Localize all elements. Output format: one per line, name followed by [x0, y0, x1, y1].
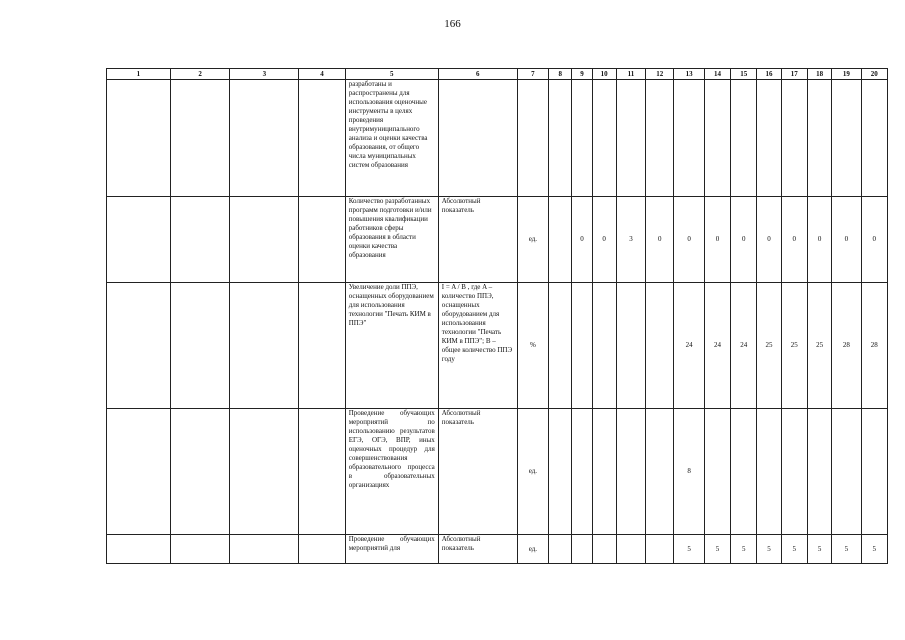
value-cell [572, 80, 592, 197]
method-cell: Абсолютный показатель [438, 535, 517, 564]
value-cell [781, 409, 807, 535]
indicator-cell: Количество разработанных программ подготовки и/или повышения квалификации работников сферы образования в области оценки качества образования [345, 197, 438, 283]
method-cell: Абсолютный показатель [438, 197, 517, 283]
table-cell [230, 535, 299, 564]
value-cell [807, 80, 831, 197]
value-cell: 0 [592, 197, 616, 283]
value-cell [807, 409, 831, 535]
value-cell: 0 [832, 197, 861, 283]
value-cell [731, 80, 757, 197]
table-cell [107, 409, 171, 535]
table-cell [170, 80, 230, 197]
table-cell [230, 197, 299, 283]
value-cell: 5 [757, 535, 781, 564]
value-cell [616, 283, 645, 409]
value-cell: 24 [731, 283, 757, 409]
value-cell [549, 535, 572, 564]
value-cell: 0 [807, 197, 831, 283]
value-cell [646, 80, 674, 197]
column-header: 20 [861, 69, 887, 80]
column-header: 11 [616, 69, 645, 80]
value-cell: 5 [832, 535, 861, 564]
value-cell: 3 [616, 197, 645, 283]
value-cell: 0 [861, 197, 887, 283]
value-cell [781, 80, 807, 197]
table-row [107, 197, 888, 283]
column-header: 10 [592, 69, 616, 80]
column-header: 15 [731, 69, 757, 80]
column-header: 2 [170, 69, 230, 80]
value-cell [592, 535, 616, 564]
value-cell: 5 [807, 535, 831, 564]
table-cell [170, 283, 230, 409]
value-cell: 8 [674, 409, 704, 535]
value-cell: 0 [674, 197, 704, 283]
unit-cell: ед. [517, 197, 548, 283]
value-cell [572, 409, 592, 535]
column-header: 5 [345, 69, 438, 80]
method-cell [438, 80, 517, 197]
indicator-cell: разработаны и распространены для использования оценочные инструменты в целях проведения внутримуниципального анализа и оценки качества образования, от общего числа муниципальных систем образования [345, 80, 438, 197]
unit-cell: % [517, 283, 548, 409]
value-cell [731, 409, 757, 535]
value-cell [592, 283, 616, 409]
value-cell: 0 [731, 197, 757, 283]
value-cell [861, 80, 887, 197]
table-cell [299, 80, 346, 197]
value-cell [832, 80, 861, 197]
table-row [107, 535, 888, 564]
value-cell [757, 409, 781, 535]
table-cell [299, 283, 346, 409]
table-cell [107, 197, 171, 283]
column-header: 12 [646, 69, 674, 80]
unit-cell: ед. [517, 535, 548, 564]
table-cell [107, 283, 171, 409]
value-cell: 25 [807, 283, 831, 409]
method-cell: I = A / B , где A –количество ППЭ, оснащенных оборудованием для использования технологии "Печать КИМ в ППЭ"; B – общее количество ППЭ году [438, 283, 517, 409]
value-cell: 0 [572, 197, 592, 283]
value-cell [592, 80, 616, 197]
unit-cell [517, 80, 548, 197]
page-number: 166 [444, 18, 461, 30]
value-cell: 5 [704, 535, 730, 564]
table-cell [170, 535, 230, 564]
value-cell [646, 535, 674, 564]
value-cell [549, 409, 572, 535]
column-header: 13 [674, 69, 704, 80]
value-cell [549, 283, 572, 409]
column-header: 7 [517, 69, 548, 80]
column-header: 19 [832, 69, 861, 80]
indicator-cell: Проведение обучающих мероприятий по использованию результатов ЕГЭ, ОГЭ, ВПР, иных оценочных процедур для совершенствования образовательного процесса в образовательных организациях [345, 409, 438, 535]
value-cell: 0 [757, 197, 781, 283]
table-cell [170, 197, 230, 283]
value-cell [646, 409, 674, 535]
value-cell: 5 [731, 535, 757, 564]
table-cell [230, 80, 299, 197]
header-row [107, 69, 888, 80]
column-header: 3 [230, 69, 299, 80]
value-cell [832, 409, 861, 535]
value-cell: 24 [674, 283, 704, 409]
value-cell [572, 283, 592, 409]
unit-cell: ед. [517, 409, 548, 535]
value-cell: 28 [832, 283, 861, 409]
table-cell [230, 283, 299, 409]
table-cell [107, 80, 171, 197]
table-row [107, 80, 888, 197]
value-cell: 25 [781, 283, 807, 409]
value-cell: 0 [781, 197, 807, 283]
indicators-table [106, 68, 888, 564]
column-header: 6 [438, 69, 517, 80]
method-cell: Абсолютный показатель [438, 409, 517, 535]
column-header: 14 [704, 69, 730, 80]
value-cell [704, 409, 730, 535]
table-cell [170, 409, 230, 535]
value-cell [674, 80, 704, 197]
value-cell [616, 535, 645, 564]
column-header: 8 [549, 69, 572, 80]
value-cell [616, 409, 645, 535]
column-header: 17 [781, 69, 807, 80]
value-cell: 5 [861, 535, 887, 564]
value-cell: 24 [704, 283, 730, 409]
value-cell: 0 [704, 197, 730, 283]
table-cell [299, 535, 346, 564]
value-cell [549, 80, 572, 197]
table-cell [299, 197, 346, 283]
value-cell: 0 [646, 197, 674, 283]
value-cell [592, 409, 616, 535]
table-row [107, 409, 888, 535]
value-cell [616, 80, 645, 197]
value-cell [572, 535, 592, 564]
table-row [107, 283, 888, 409]
column-header: 16 [757, 69, 781, 80]
value-cell: 5 [674, 535, 704, 564]
value-cell: 25 [757, 283, 781, 409]
value-cell [757, 80, 781, 197]
column-header: 1 [107, 69, 171, 80]
value-cell [704, 80, 730, 197]
column-header: 9 [572, 69, 592, 80]
indicator-cell: Проведение обучающих мероприятий для [345, 535, 438, 564]
column-header: 18 [807, 69, 831, 80]
table-cell [107, 535, 171, 564]
value-cell: 28 [861, 283, 887, 409]
column-header: 4 [299, 69, 346, 80]
value-cell [549, 197, 572, 283]
table-cell [230, 409, 299, 535]
indicator-cell: Увеличение доли ППЭ, оснащенных оборудованием для использования технологии "Печать КИМ в ППЭ" [345, 283, 438, 409]
table-cell [299, 409, 346, 535]
value-cell [861, 409, 887, 535]
value-cell: 5 [781, 535, 807, 564]
value-cell [646, 283, 674, 409]
